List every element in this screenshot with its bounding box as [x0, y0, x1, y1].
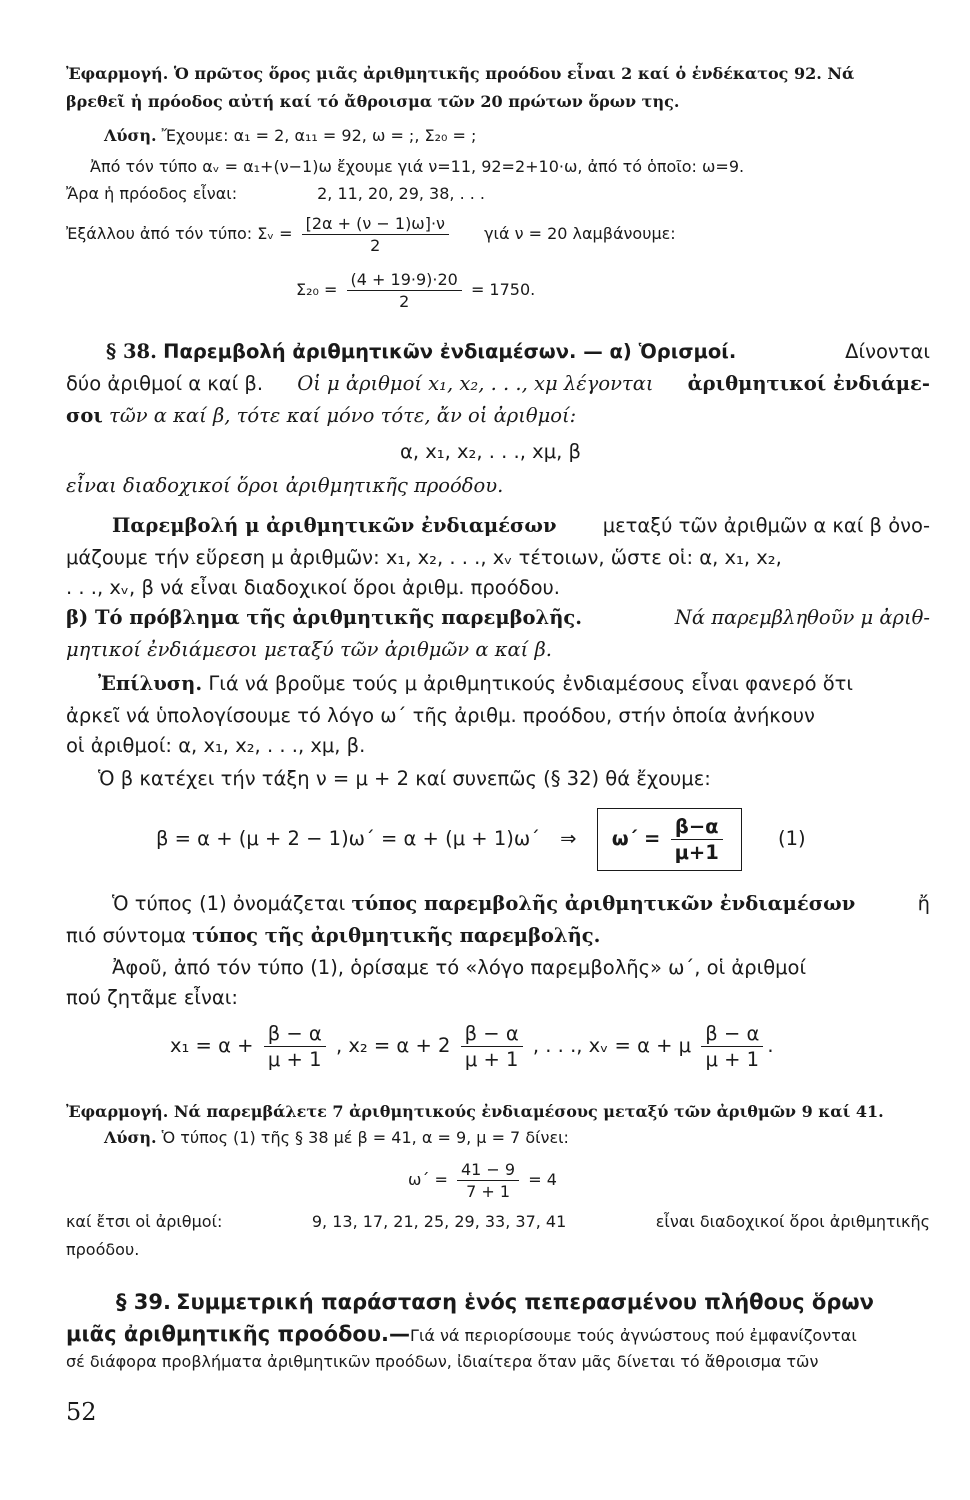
- solution-line4: Ὁ β κατέχει τήν τάξη ν = μ + 2 καί συνεπῶς (§ 32) θά ἔχουμε:: [98, 767, 711, 790]
- intermediate-terms-formula: x₁ = α + $\frac{\beta - \alpha}{\mu + 1}$ , x₂ = α + 2 $\frac{\beta - \alpha}{\mu + 1}$ , . . ., xᵥ = α + μ $\frac{\beta - \alpha}{\mu + 1}$ .: [170, 1022, 774, 1071]
- example2-solution: Λύση. Ὁ τύπος (1) τῆς § 38 μέ β = 41, α = 9, μ = 7 δίνει:: [104, 1128, 569, 1147]
- section-38-line5: εἶναι διαδοχικοί ὅροι ἀριθμητικῆς προόδου.: [66, 474, 504, 497]
- solution-line1: Ἐπίλυση. Γιά νά βροῦμε τούς μ ἀριθμητικούς ἐνδιαμέσους εἶναι φανερό ὅτι: [98, 672, 854, 695]
- example2-line1: Ἐφαρμογή. Νά παρεμβάλετε 7 ἀριθμητικούς ἐνδιαμέσους μεταξύ τῶν ἀριθμῶν 9 καί 41.: [66, 1102, 884, 1121]
- example1-s20-result: Σ₂₀ = $\frac{(4 + 19\cdot 9)\cdot 20}{2}$ = 1750.: [296, 270, 536, 311]
- section-39-line3: σέ διάφορα προβλήματα ἀριθμητικῶν προόδων, ἰδιαίτερα ὅταν μᾶς δίνεται τό ἄθροισμα τῶν: [66, 1352, 819, 1371]
- section-38-line3: σοι τῶν α καί β, τότε καί μόνο τότε, ἄν οἱ ἀριθμοί:: [66, 404, 577, 427]
- formula-1-box: ω΄ = $\frac{\beta-\alpha}{\mu+1}$: [597, 808, 742, 871]
- example1-formula-line: Ἀπό τόν τύπο αᵥ = α₁+(ν−1)ω ἔχουμε γιά ν=11, 92=2+10·ω, ἀπό τό ὁποῖο: ω=9.: [90, 157, 745, 176]
- insertion-definition-line1: Παρεμβολή μ ἀριθμητικῶν ἐνδιαμέσων μεταξύ τῶν ἀριθμῶν α καί β ὀνο-: [112, 514, 930, 537]
- example2-result-line1: καί ἔτσι οἱ ἀριθμοί: 9, 13, 17, 21, 25, 29, 33, 37, 41 εἶναι διαδοχικοί ὅροι ἀριθμητικῆς: [66, 1212, 930, 1231]
- insertion-definition-line2: μάζουμε τήν εὕρεση μ ἀριθμῶν: x₁, x₂, . . ., xᵥ τέτοιων, ὥστε οἱ: α, x₁, x₂,: [66, 546, 782, 569]
- problem-b-line2: μητικοί ἐνδιάμεσοι μεταξύ τῶν ἀριθμῶν α καί β.: [66, 638, 552, 661]
- sought-numbers-line: πού ζητᾶμε εἶναι:: [66, 986, 238, 1009]
- solution-line3: οἱ ἀριθμοί: α, x₁, x₂, . . ., xμ, β.: [66, 734, 366, 757]
- example1-sum-formula: Ἐξάλλου ἀπό τόν τύπο: Σᵥ = $\frac{[2\alpha + (\nu - 1)\omega]\cdot\nu}{2}$ γιά ν = 20 λαμβάνουμε:: [66, 214, 676, 255]
- insertion-ratio-line: Ἀφοῦ, ἀπό τόν τύπο (1), ὁρίσαμε τό «λόγο παρεμβολῆς» ω΄, οἱ ἀριθμοί: [112, 956, 807, 979]
- page-number: 52: [66, 1398, 97, 1426]
- example1-line2: βρεθεῖ ἡ πρόοδος αὐτή καί τό ἄθροισμα τῶν 20 πρώτων ὅρων της.: [66, 92, 680, 111]
- sum-denominator: 2: [370, 236, 381, 255]
- example1-sequence-line: Ἄρα ἡ πρόοδος εἶναι: 2, 11, 20, 29, 38, . . .: [66, 184, 485, 203]
- section-39-line2: μιᾶς ἀριθμητικῆς προόδου.—Γιά νά περιορίσουμε τούς ἀγνώστους πού ἐμφανίζονται: [66, 1322, 857, 1346]
- problem-b-line1: β) Τό πρόβλημα τῆς ἀριθμητικῆς παρεμβολῆς. Νά παρεμβληθοῦν μ ἀριθ-: [66, 606, 930, 629]
- solution-line2: ἀρκεῖ νά ὑπολογίσουμε τό λόγο ω΄ τῆς ἀριθμ. προόδου, στήν ὁποία ἀνήκουν: [66, 704, 815, 727]
- section-38-heading: § 38. Παρεμβολή ἀριθμητικῶν ἐνδιαμέσων. — α) Ὁρισμοί. Δίνονται: [106, 340, 930, 363]
- section-38-sequence: α, x₁, x₂, . . ., xμ, β: [400, 440, 581, 463]
- example1-line1: Ἐφαρμογή. Ὁ πρῶτος ὅρος μιᾶς ἀριθμητικῆς προόδου εἶναι 2 καί ὁ ἑνδέκατος 92. Νά: [66, 64, 855, 83]
- sum-numerator: [2α + (ν − 1)ω]·ν: [302, 214, 449, 235]
- example2-ratio: ω΄ = $\frac{41 - 9}{7 + 1}$ = 4: [408, 1160, 557, 1201]
- section-39-heading: § 39. Συμμετρική παράσταση ἑνός πεπερασμένου πλήθους ὅρων: [116, 1290, 874, 1314]
- formula-name-line2: πιό σύντομα τύπος τῆς ἀριθμητικῆς παρεμβολῆς.: [66, 924, 601, 947]
- section-38-line2: δύο ἀριθμοί α καί β. Οἱ μ ἀριθμοί x₁, x₂, . . ., xμ λέγονται ἀριθμητικοί ἐνδιάμε-: [66, 372, 930, 395]
- equation-tag: (1): [778, 827, 806, 850]
- formula-name-line1: Ὁ τύπος (1) ὀνομάζεται τύπος παρεμβολῆς ἀριθμητικῶν ἐνδιαμέσων ἤ: [112, 892, 930, 915]
- example2-result-line2: προόδου.: [66, 1240, 140, 1259]
- insertion-equation: β = α + (μ + 2 − 1)ω΄ = α + (μ + 1)ω΄ ⇒ ω΄ = $\frac{\beta-\alpha}{\mu+1}$ (1): [156, 808, 930, 871]
- example1-solution: Λύση. Ἔχουμε: α₁ = 2, α₁₁ = 92, ω = ;, Σ₂₀ = ;: [104, 126, 477, 145]
- insertion-definition-line3: . . ., xᵥ, β νά εἶναι διαδοχικοί ὅροι ἀριθμ. προόδου.: [66, 576, 560, 599]
